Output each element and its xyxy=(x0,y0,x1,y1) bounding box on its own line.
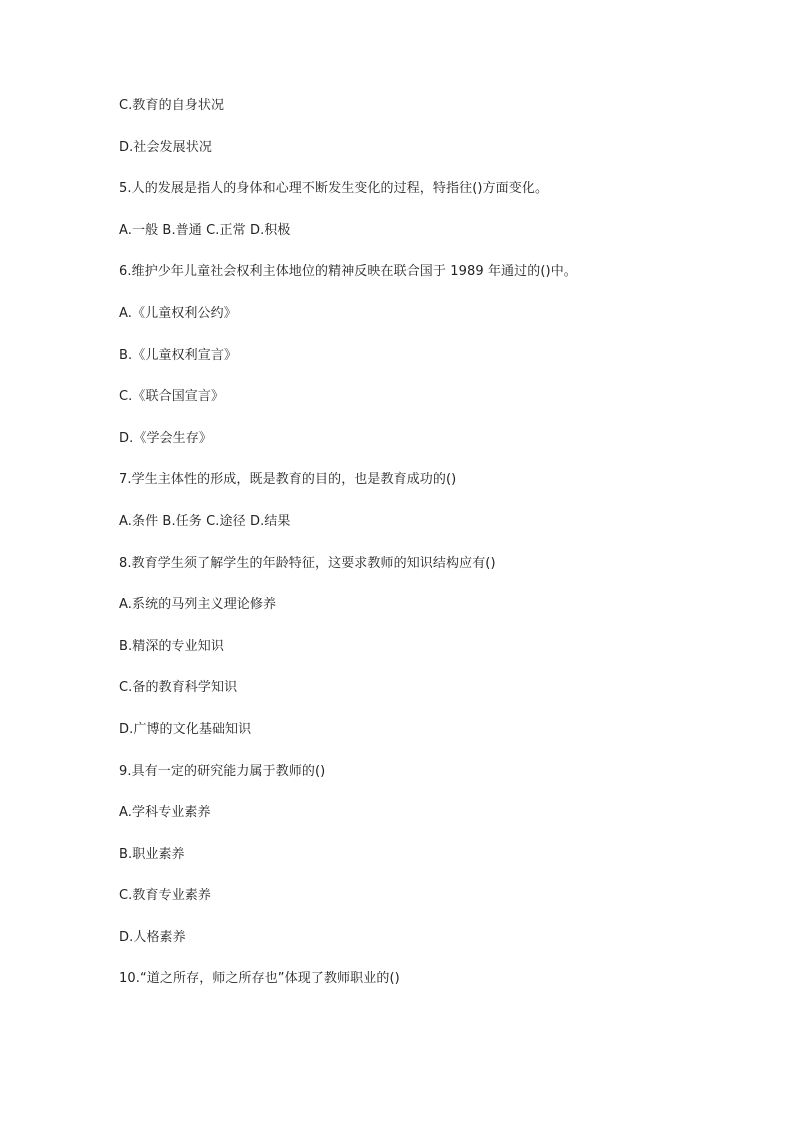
option-a-q9: A.学科专业素养 xyxy=(119,805,211,821)
options-q5: A.一般 B.普通 C.正常 D.积极 xyxy=(119,222,291,238)
option-a-q6: A.《儿童权利公约》 xyxy=(119,305,237,321)
option-d-q4: D.社会发展状况 xyxy=(119,139,212,155)
question-8: 8.教育学生须了解学生的年龄特征，这要求教师的知识结构应有() xyxy=(119,555,496,571)
document-page xyxy=(119,96,759,1011)
option-c-q4: C.教育的自身状况 xyxy=(119,98,225,113)
option-d-q6: D.《学会生存》 xyxy=(119,430,212,446)
option-c-q9: C.教育专业素养 xyxy=(119,888,212,904)
option-c-q8: C.备的教育科学知识 xyxy=(119,680,238,696)
option-d-q8: D.广博的文化基础知识 xyxy=(119,721,252,737)
question-10: 10.“道之所存，师之所存也”体现了教师职业的() xyxy=(119,971,400,987)
option-d-q9: D.人格素养 xyxy=(119,929,186,945)
question-9: 9.具有一定的研究能力属于教师的() xyxy=(119,763,326,779)
question-7: 7.学生主体性的形成，既是教育的目的，也是教育成功的() xyxy=(119,472,457,488)
option-b-q8: B.精深的专业知识 xyxy=(119,638,224,654)
option-b-q6: B.《儿童权利宣言》 xyxy=(119,347,238,363)
question-5: 5.人的发展是指人的身体和心理不断发生变化的过程，特指往()方面变化。 xyxy=(119,181,549,197)
option-a-q8: A.系统的马列主义理论修养 xyxy=(119,597,277,613)
options-q7: A.条件 B.任务 C.途径 D.结果 xyxy=(119,513,291,529)
question-6: 6.维护少年儿童社会权利主体地位的精神反映在联合国于 1989 年通过的()中。 xyxy=(119,264,577,280)
option-b-q9: B.职业素养 xyxy=(119,846,185,862)
option-c-q6: C.《联合国宣言》 xyxy=(119,389,225,405)
